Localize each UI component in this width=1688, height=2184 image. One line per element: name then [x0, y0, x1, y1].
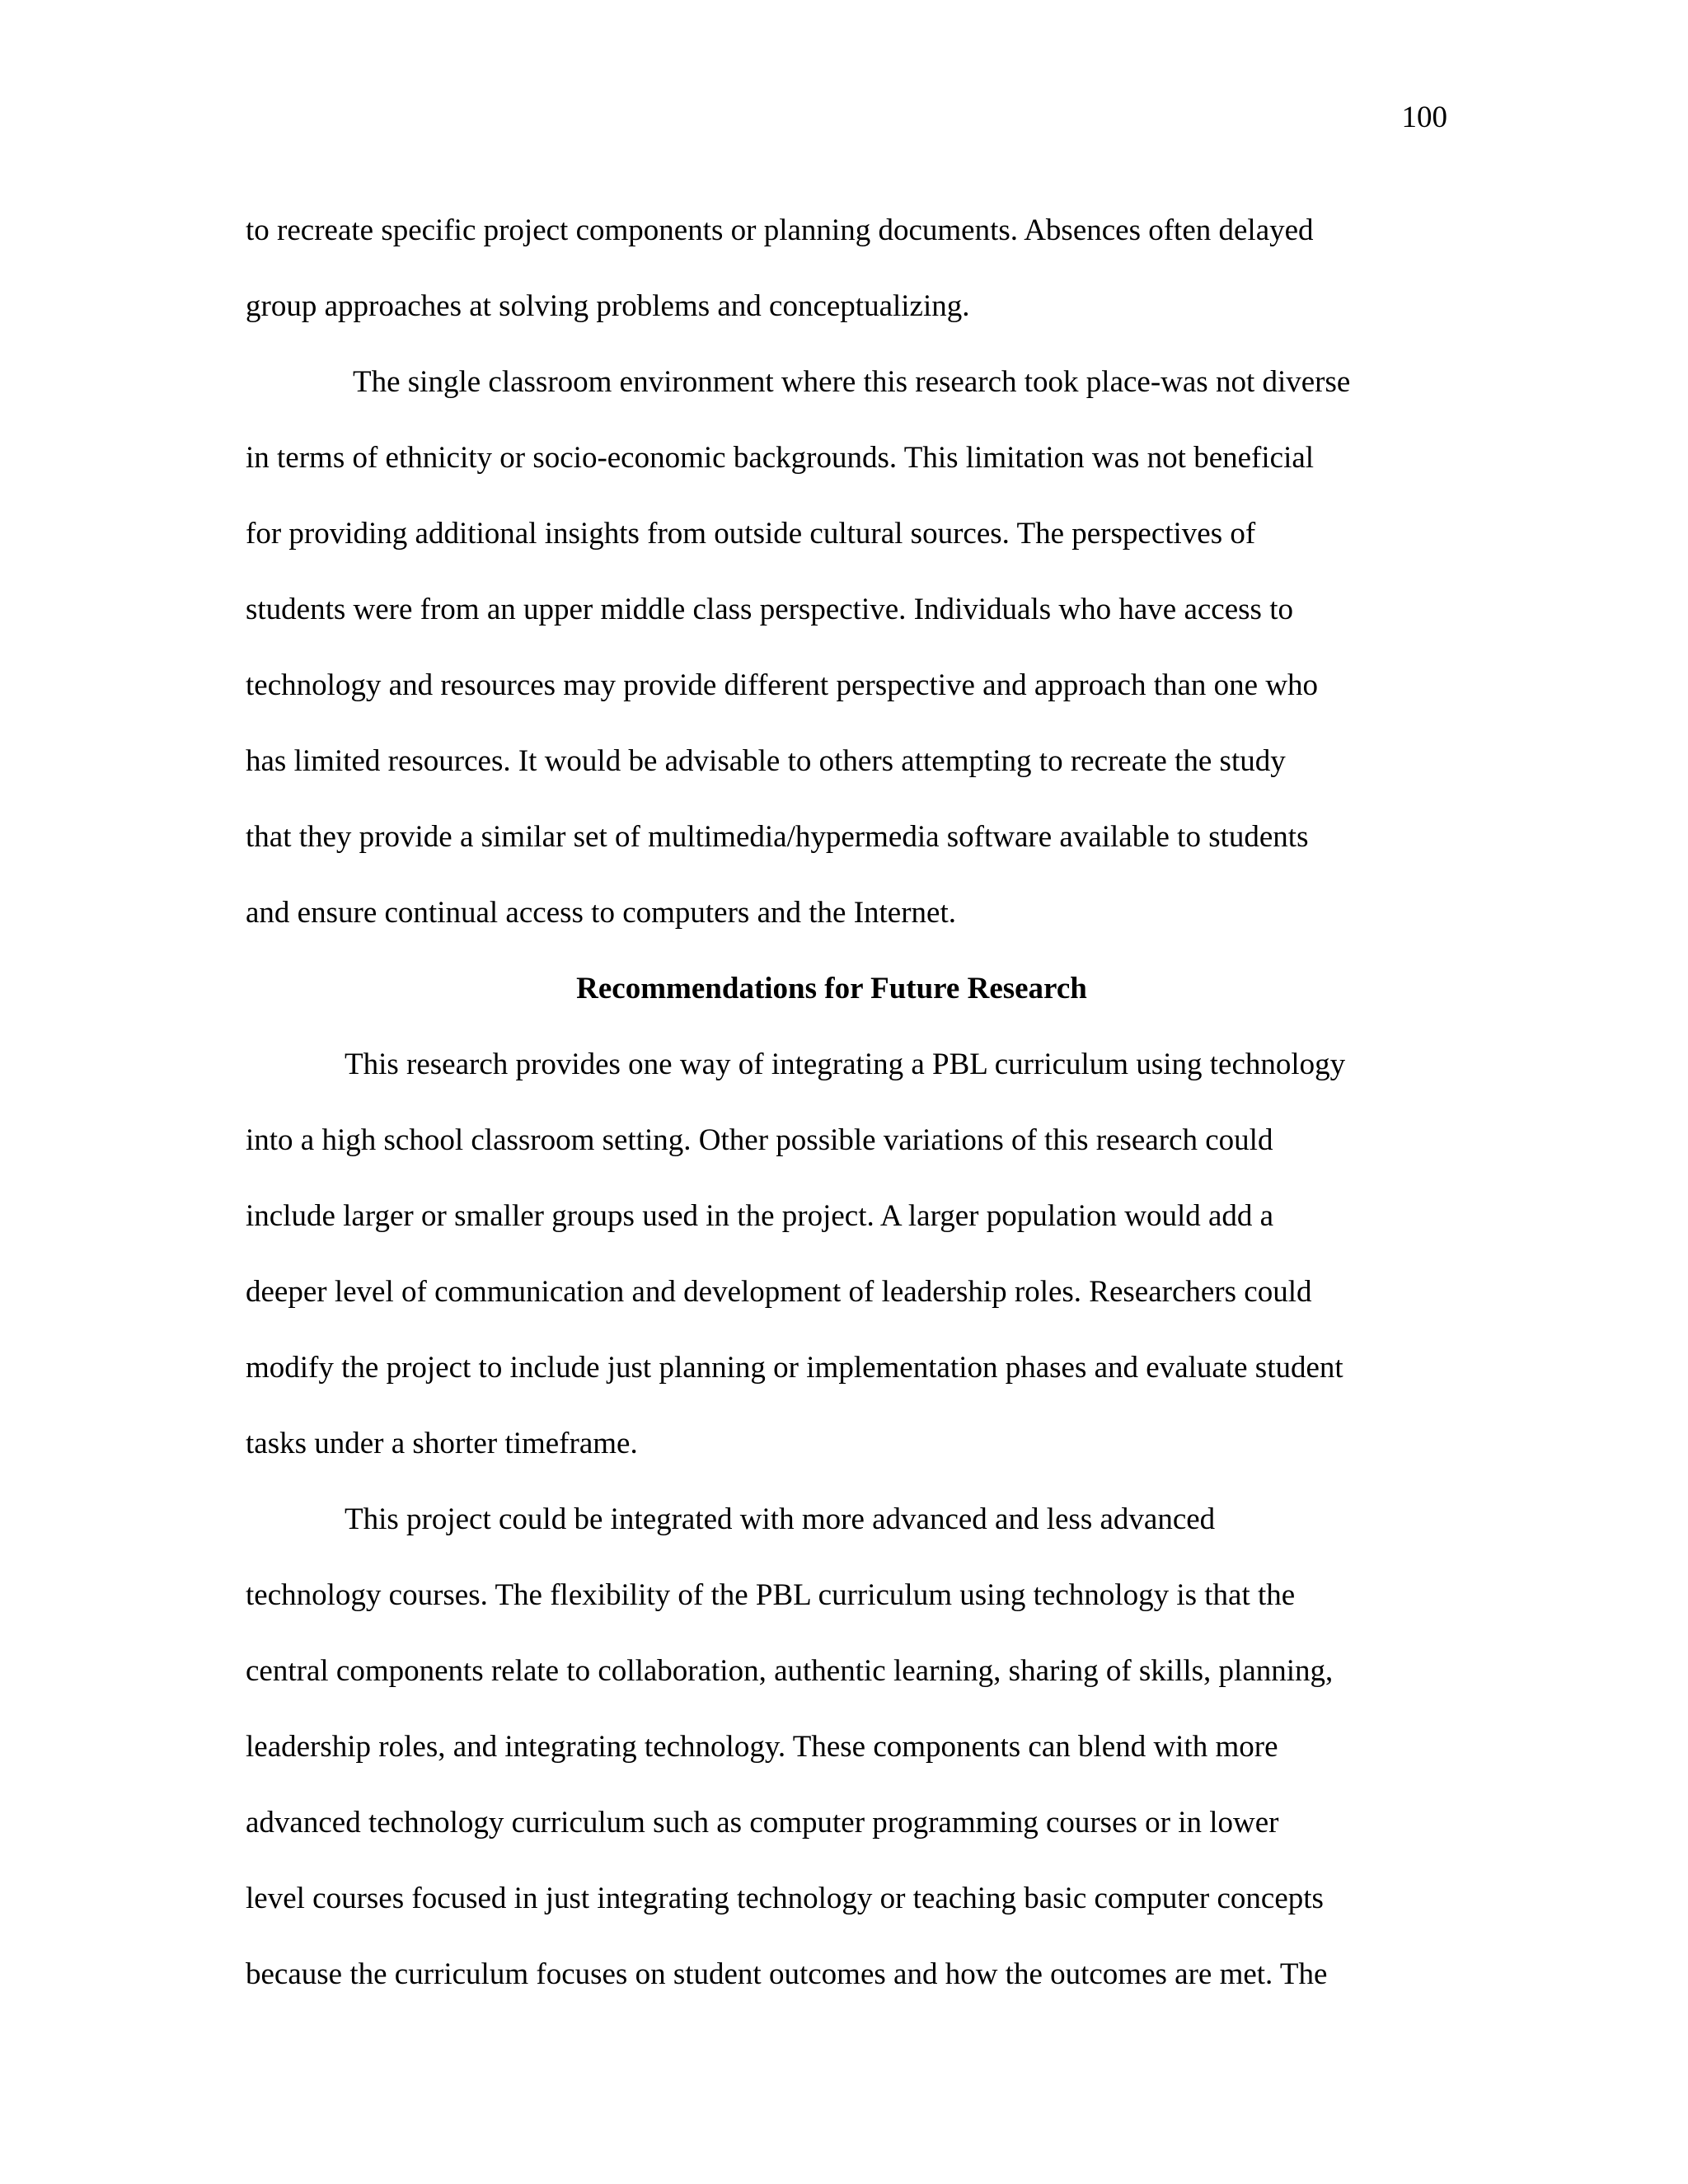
- text-line: has limited resources. It would be advisable to others attempting to recreate the study: [246, 744, 1286, 778]
- text-line: technology and resources may provide different perspective and approach than one who: [246, 668, 1319, 702]
- text-line: to recreate specific project components or planning documents. Absences often delayed: [246, 213, 1314, 247]
- text-line: technology courses. The flexibility of the PBL curriculum using technology is that the: [246, 1578, 1296, 1612]
- text-line: tasks under a shorter timeframe.: [246, 1427, 638, 1460]
- text-line: in terms of ethnicity or socio-economic backgrounds. This limitation was not beneficial: [246, 441, 1315, 475]
- body-text: [246, 193, 1449, 2013]
- text-line: leadership roles, and integrating technology. These components can blend with more: [246, 1730, 1278, 1764]
- text-line: modify the project to include just planning or implementation phases and evaluate student: [246, 1351, 1343, 1385]
- text-line: include larger or smaller groups used in the project. A larger population would add a: [246, 1199, 1274, 1233]
- text-line: level courses focused in just integrating technology or teaching basic computer concepts: [246, 1882, 1324, 1915]
- text-line: and ensure continual access to computers and the Internet.: [246, 896, 956, 930]
- text-line: This research provides one way of integrating a PBL curriculum using technology: [345, 1047, 1346, 1081]
- text-line: that they provide a similar set of multimedia/hypermedia software available to students: [246, 820, 1309, 854]
- text-line: students were from an upper middle class perspective. Individuals who have access to: [246, 593, 1293, 626]
- text-line: This project could be integrated with more advanced and less advanced: [345, 1502, 1216, 1536]
- section-heading: Recommendations for Future Research: [576, 972, 1087, 1005]
- paragraph-3: [246, 1027, 1449, 1482]
- text-line: for providing additional insights from outside cultural sources. The perspectives of: [246, 517, 1256, 551]
- text-line: advanced technology curriculum such as computer programming courses or in lower: [246, 1806, 1279, 1840]
- paragraph-1: [246, 193, 1449, 344]
- text-line: because the curriculum focuses on student outcomes and how the outcomes are met. The: [246, 1957, 1328, 1991]
- text-line: The single classroom environment where this research took place-was not diverse: [353, 365, 1351, 399]
- page-number: 100: [1401, 101, 1447, 134]
- paragraph-4: [246, 1482, 1449, 2013]
- text-line: into a high school classroom setting. Other possible variations of this research could: [246, 1123, 1273, 1157]
- text-line: central components relate to collaboration, authentic learning, sharing of skills, planning,: [246, 1654, 1334, 1688]
- text-line: group approaches at solving problems and conceptualizing.: [246, 289, 970, 323]
- text-line: deeper level of communication and development of leadership roles. Researchers could: [246, 1275, 1312, 1309]
- paragraph-2: [246, 344, 1449, 951]
